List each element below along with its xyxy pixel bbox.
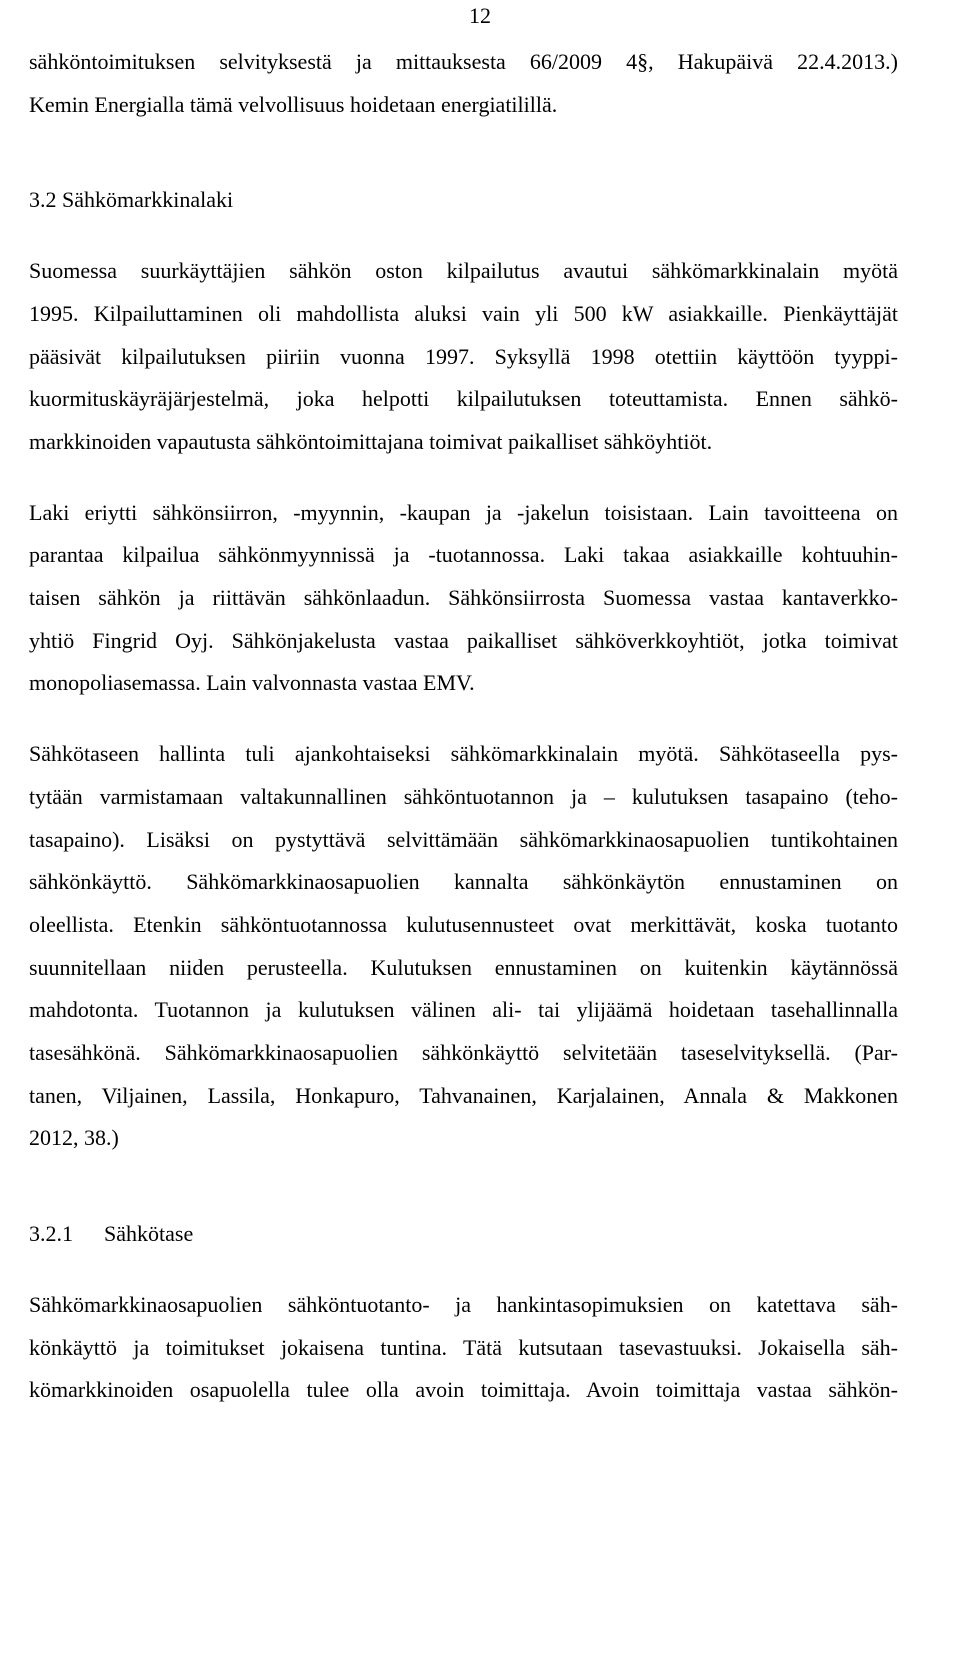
section-heading-3-2 — [29, 179, 898, 222]
text-line: tytään varmistamaan valtakunnallinen sähköntuotannon ja – kulutuksen tasapaino (teho- — [29, 783, 898, 809]
text-line: tasesähkönä. Sähkömarkkinaosapuolien sähkönkäyttö selvitetään taseselvityksellä. (Par- — [29, 1040, 898, 1066]
text-line: sähkönkäyttö. Sähkömarkkinaosapuolien kannalta sähkönkäytön ennustaminen on — [29, 869, 898, 895]
text-line: sähköntoimituksen selvityksestä ja mittauksesta 66/2009 4§, Hakupäivä 22.4.2013.) — [29, 49, 898, 74]
text-line: mahdotonta. Tuotannon ja kulutuksen välinen ali- tai ylijäämä hoidetaan tasehallinnalla — [29, 997, 898, 1023]
text-line: 1995. Kilpailuttaminen oli mahdollista aluksi vain yli 500 kW asiakkaille. Pienkäyttäjät — [29, 300, 898, 326]
text-line: könkäyttö ja toimitukset jokaisena tuntina. Tätä kutsutaan tasevastuuksi. Jokaisella säh- — [29, 1334, 898, 1360]
paragraph-law-separation — [29, 492, 898, 706]
text-line: pääsivät kilpailutuksen piiriin vuonna 1997. Syksyllä 1998 otettiin käyttöön tyyppi- — [29, 343, 898, 369]
text-line: tanen, Viljainen, Lassila, Honkapuro, Tahvanainen, Karjalainen, Annala & Makkonen — [29, 1082, 898, 1108]
text-line: 2012, 38.) — [29, 1125, 119, 1151]
text-line: Sähkömarkkinaosapuolien sähköntuotanto- ja hankintasopimuksien on katettava säh- — [29, 1291, 898, 1317]
paragraph-market-opening — [29, 250, 898, 464]
section-number: 3.2 — [29, 187, 57, 213]
section-heading-3-2-1 — [29, 1213, 898, 1256]
text-line: tasapaino). Lisäksi on pystyttävä selvittämään sähkömarkkinaosapuolien tuntikohtainen — [29, 826, 898, 852]
text-line: kömarkkinoiden osapuolella tulee olla avoin toimittaja. Avoin toimittaja vastaa sähkön- — [29, 1377, 898, 1403]
paragraph-balance-management — [29, 733, 898, 1160]
text-line: kuormituskäyräjärjestelmä, joka helpotti kilpailutuksen toteuttamista. Ennen sähkö- — [29, 386, 898, 412]
section-title: Sähkömarkkinalaki — [62, 187, 234, 213]
paragraph-electricity-balance — [29, 1284, 898, 1412]
text-line: Sähkötaseen hallinta tuli ajankohtaiseksi sähkömarkkinalain myötä. Sähkötaseella pys- — [29, 741, 898, 767]
text-line: taisen sähkön ja riittävän sähkönlaadun. Sähkönsiirrosta Suomessa vastaa kantaverkko- — [29, 585, 898, 611]
paragraph-intro — [29, 41, 898, 126]
text-line: yhtiö Fingrid Oyj. Sähkönjakelusta vastaa paikalliset sähköverkkoyhtiöt, jotka toimivat — [29, 627, 898, 653]
text-line: Suomessa suurkäyttäjien sähkön oston kilpailutus avautui sähkömarkkinalain myötä — [29, 258, 898, 284]
section-number: 3.2.1 — [29, 1221, 73, 1247]
text-line: parantaa kilpailua sähkönmyynnissä ja -tuotannossa. Laki takaa asiakkaille kohtuuhin- — [29, 542, 898, 568]
page-number: 12 — [469, 3, 491, 28]
text-line: oleellista. Etenkin sähköntuotannossa kulutusennusteet ovat merkittävät, koska tuotanto — [29, 911, 898, 937]
text-line: monopoliasemassa. Lain valvonnasta vastaa EMV. — [29, 670, 475, 696]
text-line: markkinoiden vapautusta sähköntoimittajana toimivat paikalliset sähköyhtiöt. — [29, 428, 713, 454]
text-line: Laki eriytti sähkönsiirron, -myynnin, -kaupan ja -jakelun toisistaan. Lain tavoitteena on — [29, 499, 898, 525]
document-body — [29, 41, 898, 1412]
text-line: suunnitellaan niiden perusteella. Kulutuksen ennustaminen on kuitenkin käytännössä — [29, 954, 898, 980]
section-title: Sähkötase — [104, 1221, 194, 1247]
text-line: Kemin Energialla tämä velvollisuus hoidetaan energiatilillä. — [29, 91, 558, 117]
